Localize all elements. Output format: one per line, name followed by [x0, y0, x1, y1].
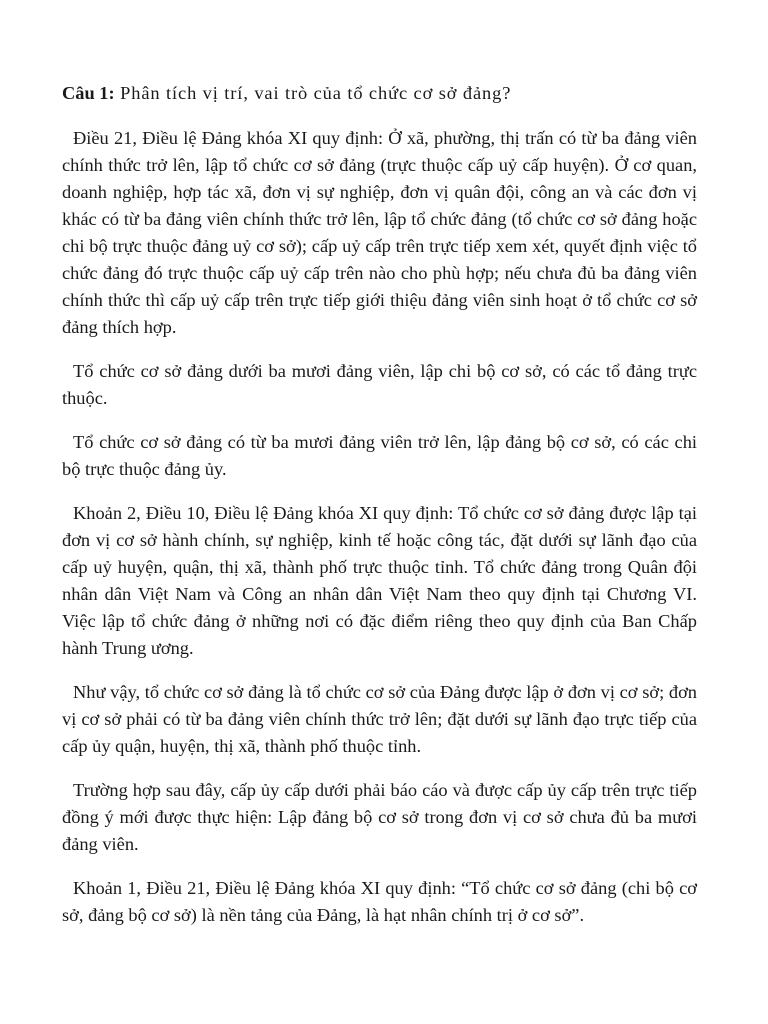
question-label: Câu 1:	[62, 83, 115, 103]
paragraph-clause-1-article-21: Khoản 1, Điều 21, Điều lệ Đảng khóa XI quy định: “Tổ chức cơ sở đảng (chi bộ cơ sở, đảng bộ cơ sở) là nền tảng của Đảng, là hạt nhân chính trị ở cơ sở”.	[62, 878, 697, 925]
question-text: Phân tích vị trí, vai trò của tổ chức cơ sở đảng?	[114, 83, 512, 103]
question-heading	[62, 80, 697, 107]
paragraph-summary: Như vậy, tổ chức cơ sở đảng là tổ chức cơ sở của Đảng được lập ở đơn vị cơ sở; đơn vị cơ sở phải có từ ba đảng viên chính thức trở lên; đặt dưới sự lãnh đạo trực tiếp của cấp ủy quận, huyện, thị xã, thành phố thuộc tỉnh.	[62, 682, 697, 756]
paragraph-party-cell: Tổ chức cơ sở đảng dưới ba mươi đảng viên, lập chi bộ cơ sở, có các tổ đảng trực thuộc.	[62, 361, 697, 408]
paragraph-exception: Trường hợp sau đây, cấp ủy cấp dưới phải báo cáo và được cấp ủy cấp trên trực tiếp đồng ý mới được thực hiện: Lập đảng bộ cơ sở trong đơn vị cơ sở chưa đủ ba mươi đảng viên.	[62, 780, 697, 854]
paragraph-party-committee: Tổ chức cơ sở đảng có từ ba mươi đảng viên trở lên, lập đảng bộ cơ sở, có các chi bộ trực thuộc đảng ủy.	[62, 432, 697, 479]
document-page	[62, 80, 697, 946]
paragraph-clause-2-article-10: Khoản 2, Điều 10, Điều lệ Đảng khóa XI quy định: Tổ chức cơ sở đảng được lập tại đơn vị cơ sở hành chính, sự nghiệp, kinh tế hoặc công tác, đặt dưới sự lãnh đạo của cấp uỷ huyện, quận, thị xã, thành phố trực thuộc tỉnh. Tổ chức đảng trong Quân đội nhân dân Việt Nam và Công an nhân dân Việt Nam theo quy định tại Chương VI. Việc lập tổ chức đảng ở những nơi có đặc điểm riêng theo quy định của Ban Chấp hành Trung ương.	[62, 503, 697, 658]
paragraph-article-21: Điều 21, Điều lệ Đảng khóa XI quy định: Ở xã, phường, thị trấn có từ ba đảng viên chính thức trở lên, lập tổ chức cơ sở đảng (trực thuộc cấp uỷ cấp huyện). Ở cơ quan, doanh nghiệp, hợp tác xã, đơn vị sự nghiệp, đơn vị quân đội, công an và các đơn vị khác có từ ba đảng viên chính thức trở lên, lập tổ chức đảng (tổ chức cơ sở đảng hoặc chi bộ trực thuộc đảng uỷ cơ sở); cấp uỷ cấp trên trực tiếp xem xét, quyết định việc tổ chức đảng đó trực thuộc cấp uỷ cấp trên nào cho phù hợp; nếu chưa đủ ba đảng viên chính thức thì cấp uỷ cấp trên trực tiếp giới thiệu đảng viên sinh hoạt ở tổ chức cơ sở đảng thích hợp.	[62, 128, 697, 337]
